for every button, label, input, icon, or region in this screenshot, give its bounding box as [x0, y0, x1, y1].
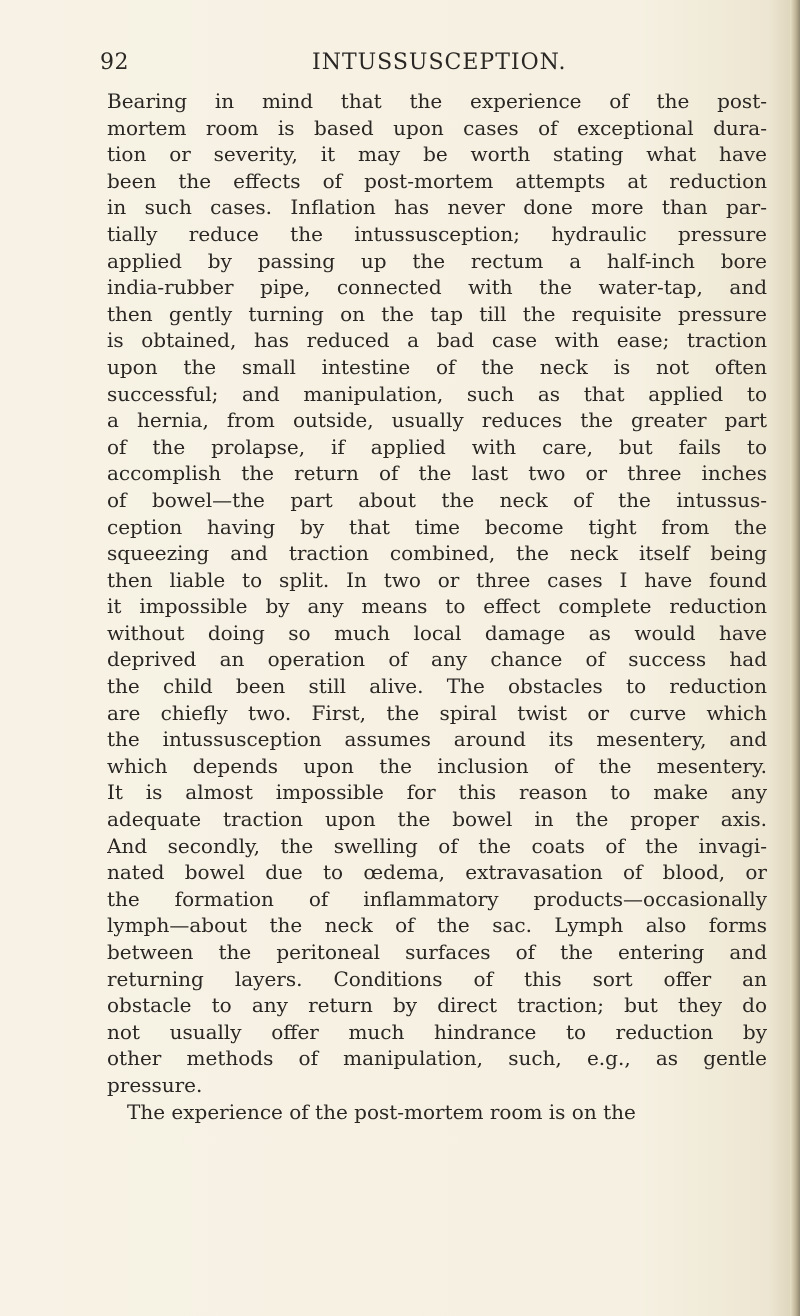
text-line: the child been still alive. The obstacles to reduction — [107, 674, 767, 699]
text-line: india-rubber pipe, connected with the water-tap, and — [107, 275, 767, 300]
text-line: then liable to split. In two or three cases I have found — [107, 567, 767, 592]
text-line: nated bowel due to œdema, extravasation of blood, or — [107, 860, 767, 885]
text-line: it impossible by any means to effect complete reduction — [107, 594, 767, 619]
text-line: are chiefly two. First, the spiral twist or curve which — [107, 700, 767, 725]
text-line: successful; and manipulation, such as that applied to — [107, 381, 767, 406]
text-line: of the prolapse, if applied with care, but fails to — [107, 434, 767, 459]
text-line: accomplish the return of the last two or three inches — [107, 461, 767, 486]
text-line: returning layers. Conditions of this sort offer an — [107, 966, 767, 991]
text-line: deprived an operation of any chance of success had — [107, 647, 767, 672]
page-number: 92 — [100, 50, 129, 75]
text-line: mortem room is based upon cases of exceptional dura- — [107, 115, 767, 140]
text-line: lymph—about the neck of the sac. Lymph also forms — [107, 913, 767, 938]
text-line: been the effects of post-mortem attempts at reduction — [107, 168, 767, 193]
text-line: It is almost impossible for this reason to make any — [107, 780, 767, 805]
text-line: obstacle to any return by direct traction; but they do — [107, 993, 767, 1018]
text-line: without doing so much local damage as would have — [107, 620, 767, 645]
text-line: squeezing and traction combined, the neck itself being — [107, 541, 767, 566]
text-line: ception having by that time become tight from the — [107, 514, 767, 539]
page-header — [100, 50, 770, 86]
text-line: The experience of the post-mortem room is on the — [127, 1099, 636, 1124]
text-line: upon the small intestine of the neck is not often — [107, 354, 767, 379]
text-line: is obtained, has reduced a bad case with ease; traction — [107, 328, 767, 353]
text-line: adequate traction upon the bowel in the proper axis. — [107, 807, 767, 832]
running-title: INTUSSUSCEPTION. — [312, 50, 567, 75]
text-line: the formation of inflammatory products—occasionally — [107, 886, 767, 911]
text-line: between the peritoneal surfaces of the entering and — [107, 940, 767, 964]
text-line: tially reduce the intussusception; hydraulic pressure — [107, 221, 767, 246]
text-line: which depends upon the inclusion of the mesentery. — [107, 753, 767, 778]
text-line: Bearing in mind that the experience of the post- — [107, 89, 767, 113]
text-line: tion or severity, it may be worth stating what have — [107, 142, 767, 167]
page-edge-shadow — [790, 0, 800, 1316]
text-line: And secondly, the swelling of the coats of the invagi- — [107, 833, 767, 858]
text-line: a hernia, from outside, usually reduces the greater part — [107, 408, 767, 433]
text-line: pressure. — [107, 1072, 203, 1097]
text-line: not usually offer much hindrance to reduction by — [107, 1019, 767, 1044]
text-line: of bowel—the part about the neck of the intussus- — [107, 487, 767, 512]
text-line: in such cases. Inflation has never done more than par- — [107, 195, 767, 220]
text-line: other methods of manipulation, such, e.g., as gentle — [107, 1046, 767, 1071]
text-line: the intussusception assumes around its mesentery, and — [107, 727, 767, 752]
text-line: applied by passing up the rectum a half-inch bore — [107, 248, 767, 273]
body-text — [107, 88, 767, 1125]
text-line: then gently turning on the tap till the requisite pressure — [107, 301, 767, 326]
